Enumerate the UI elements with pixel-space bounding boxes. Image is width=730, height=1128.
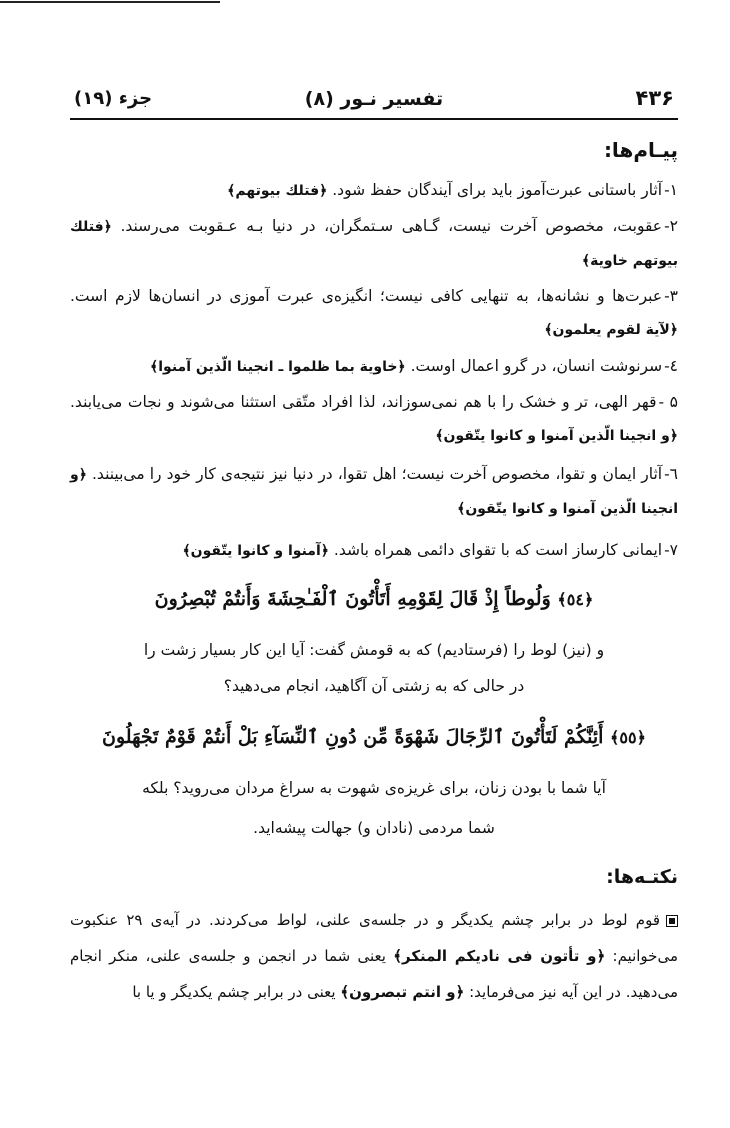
verse-55-translation-line-1: آیا شما با بودن زنان، برای غریزه‌ی شهوت به سراغ مردان می‌روید؟ بلکه	[142, 779, 606, 797]
verse-55	[70, 726, 678, 748]
quran-quote: ﴿آمنوا و كانوا يتّقون﴾	[182, 543, 329, 559]
verse-arabic: أَئِنَّكُمْ لَتَأْتُونَ ٱلرِّجَالَ شَهْوَةً مِّن دُونِ ٱلنِّسَآءِ بَلْ أَنتُمْ قَوْمٌ تَجْهَلُونَ	[102, 726, 604, 748]
verse-number: ﴿٥٤﴾	[557, 590, 594, 609]
quran-quote: ﴿و انجينا الّذين آمنوا و كانوا يتّقون﴾	[70, 467, 678, 517]
page-number: ۴۳۶	[635, 86, 674, 110]
top-rule	[0, 1, 220, 3]
juz-label: جزء (۱۹)	[74, 88, 153, 109]
quran-quote: ﴿و تأتون فى ناديكم المنكر﴾	[393, 947, 606, 965]
book-page	[70, 80, 678, 1001]
note-paragraph: قوم لوط در برابر چشم یکدیگر و در جلسه‌ی علنی، لواط می‌کردند. در آیه‌ی ۲۹ عنکبوت می‌خوانیم: ﴿و تأتون فى ناديكم المنكر﴾ یعنی شما در انجمن و جلسه‌ی علنی، منکر انجام می‌دهید. در این آیه نیز می‌فرماید: ﴿و انتم تبصرون﴾ یعنی در برابر چشم یکدیگر و یا با	[70, 911, 678, 1001]
verse-55-translation-line-2: شما مردمی (نادان و) جهالت پیشه‌اید.	[253, 819, 495, 837]
message-item-2: ۲-عقوبت، مخصوص آخرت نیست، گـاهی سـتمگران، در دنیا بـه عـقوبت می‌رسند. ﴿فتلك بيوتهم خاوية﴾	[70, 217, 678, 269]
message-item-5: ۵ -قهر الهی، تر و خشک را با هم نمی‌سوزاند، لذا افراد متّقی استثنا می‌شوند و نجات می‌یابند. ﴿و انجينا الّذين آمنوا و كانوا يتّقون﴾	[70, 393, 678, 444]
running-header	[70, 80, 678, 120]
message-item-1: ۱-آثار باستانی عبرت‌آموز باید برای آیندگان حفظ شود. ﴿فتلك بيوتهم﴾	[227, 181, 678, 199]
book-title: تفسیر نـور (۸)	[304, 88, 444, 110]
square-bullet-icon	[666, 915, 678, 927]
quran-quote: ﴿فتلك بيوتهم﴾	[227, 183, 328, 199]
quran-quote: ﴿و انتم تبصرون﴾	[340, 983, 465, 1001]
quran-quote: ﴿لآية لقوم يعلمون﴾	[544, 322, 678, 338]
verse-54	[70, 588, 678, 610]
verse-number: ﴿٥٥﴾	[610, 728, 646, 747]
message-item-3: ۳-عبرت‌ها و نشانه‌ها، به تنهایی کافی نیست؛ انگیزه‌ی عبرت آموزی در انسان‌ها لازم است. ﴿لآية لقوم يعلمون﴾	[70, 287, 678, 338]
verse-54-translation-line-1: و (نیز) لوط را (فرستادیم) که به قومش گفت: آیا این کار بسیار زشت را	[143, 641, 605, 659]
message-item-4: ٤-سرنوشت انسان، در گرو اعمال اوست. ﴿خاوية بما ظلموا ـ انجينا الّذين آمنوا﴾	[150, 357, 678, 375]
verse-arabic: وَلُوطاً إِذْ قَالَ لِقَوْمِهِ أَتَأْتُونَ ٱلْفَـٰحِشَةَ وَأَنتُمْ تُبْصِرُونَ	[154, 588, 551, 610]
verse-54-translation-line-2: در حالی که به زشتی آن آگاهید، انجام می‌دهید؟	[223, 677, 525, 695]
notes-heading: نکتـه‌ها:	[606, 866, 678, 888]
message-item-6: ٦-آثار ایمان و تقوا، مخصوص آخرت نیست؛ اهل تقوا، در دنیا نیز نتیجه‌ی کار خود را می‌بینند. ﴿و انجينا الّذين آمنوا و كانوا يتّقون﴾	[70, 465, 678, 517]
quran-quote: ﴿فتلك بيوتهم خاوية﴾	[70, 219, 678, 269]
messages-heading: پیـام‌ها:	[603, 138, 678, 162]
quran-quote: ﴿و انجينا الّذين آمنوا و كانوا يتّقون﴾	[435, 428, 678, 444]
quran-quote: ﴿خاوية بما ظلموا ـ انجينا الّذين آمنوا﴾	[150, 359, 406, 375]
message-item-7: ۷-ایمانی کارساز است که با تقوای دائمی همراه باشد. ﴿آمنوا و كانوا يتّقون﴾	[182, 541, 678, 559]
